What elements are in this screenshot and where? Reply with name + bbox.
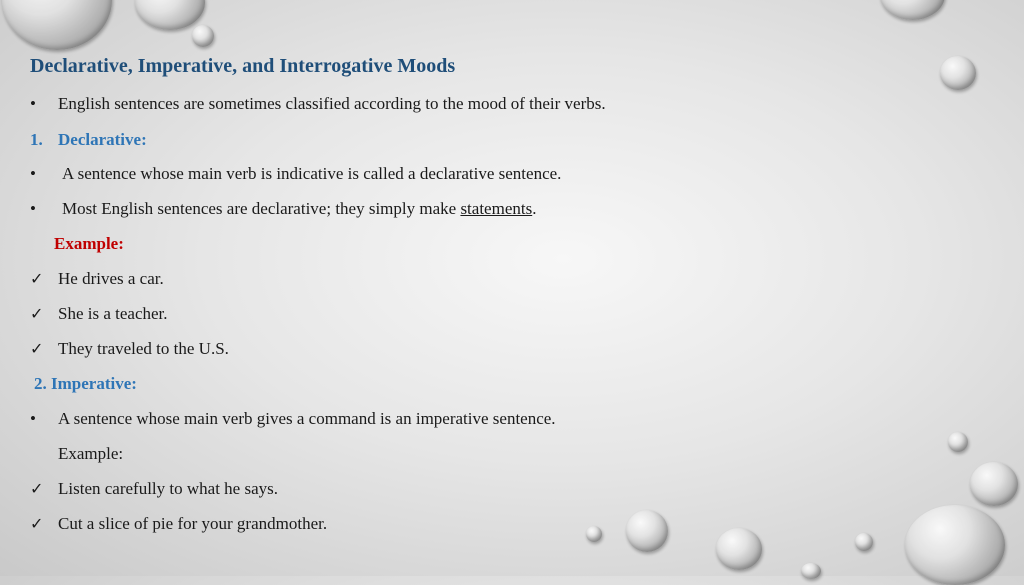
checkmark-icon: ✓ (30, 481, 44, 498)
water-drop-decoration (626, 510, 668, 552)
checkmark-icon: ✓ (30, 516, 44, 533)
water-drop-decoration (970, 462, 1018, 506)
checkmark-icon: ✓ (30, 271, 44, 288)
water-drop-decoration (192, 25, 214, 47)
water-drop-decoration (880, 0, 945, 20)
water-drop-decoration (948, 432, 968, 452)
water-drop-decoration (2, 0, 112, 50)
water-drop-decoration (940, 56, 976, 90)
intro-text: English sentences are sometimes classified according to the mood of their verbs. (58, 94, 606, 113)
statements-link[interactable]: statements (460, 199, 533, 218)
imperative-heading: 2. Imperative: (34, 374, 137, 393)
water-drop-decoration (716, 528, 762, 570)
bullet-icon: • (30, 409, 36, 428)
water-drop-decoration (586, 526, 602, 542)
bullet-icon: • (30, 199, 36, 218)
bullet-icon: • (30, 164, 36, 183)
example-label: Example: (54, 234, 124, 253)
water-drop-decoration (905, 505, 1005, 585)
water-drop-decoration (801, 563, 821, 579)
water-drop-decoration (135, 0, 205, 30)
water-drop-decoration (855, 533, 873, 551)
checkmark-icon: ✓ (30, 306, 44, 323)
bullet-icon: • (30, 94, 36, 113)
checkmark-icon: ✓ (30, 341, 44, 358)
slide-title: Declarative, Imperative, and Interrogative Moods (30, 55, 456, 77)
example-label: Example: (58, 444, 124, 463)
